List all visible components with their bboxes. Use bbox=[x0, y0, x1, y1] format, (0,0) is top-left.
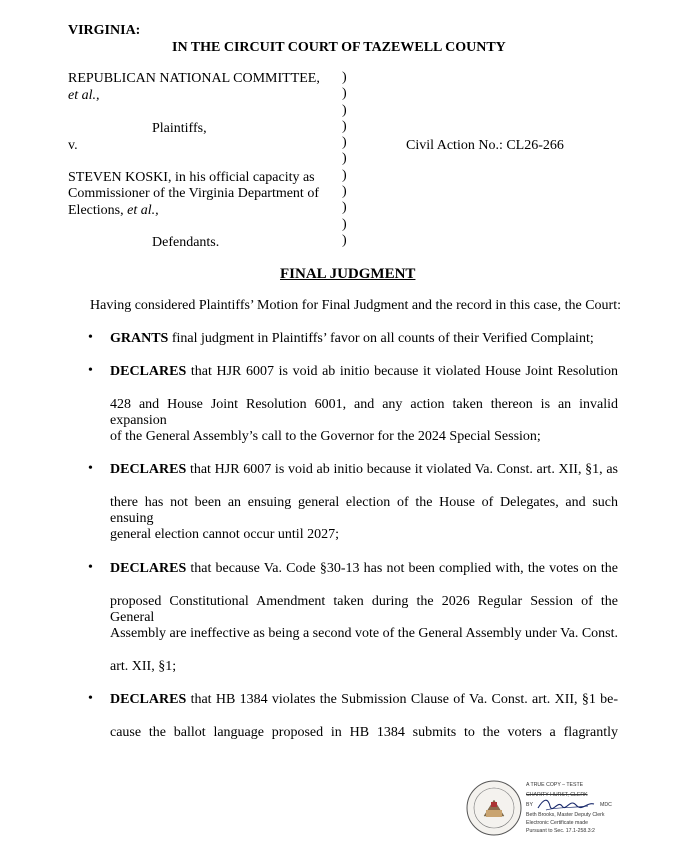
clerk-certification-stamp bbox=[466, 780, 620, 846]
caption-paren: ) bbox=[342, 102, 347, 118]
item-verb: DECLARES bbox=[110, 561, 187, 576]
defendants-label: Defendants. bbox=[152, 235, 220, 250]
caption-paren: ) bbox=[342, 70, 347, 85]
caption-paren: ) bbox=[342, 151, 347, 167]
caption-paren: ) bbox=[342, 135, 347, 151]
item-text: proposed Constitutional Amendment taken during the 2026 Regular Session of the General bbox=[110, 593, 618, 625]
item-line bbox=[110, 725, 618, 741]
item-verb: GRANTS bbox=[110, 331, 169, 346]
item-bullet: • bbox=[88, 330, 93, 345]
defendant-elections: Elections, bbox=[68, 203, 124, 218]
item-verb: DECLARES bbox=[110, 462, 187, 477]
county-seal-icon bbox=[466, 780, 522, 836]
stamp-line-1: A TRUE COPY – TESTE bbox=[526, 782, 584, 788]
caption-paren: ) bbox=[342, 86, 347, 102]
item-line bbox=[110, 331, 594, 347]
item-line bbox=[110, 561, 618, 577]
item-line bbox=[110, 594, 618, 626]
item-text: that HJR 6007 is void ab initio because it violated House Joint Resolution bbox=[190, 364, 618, 379]
caption-paren: ) bbox=[342, 118, 347, 134]
stamp-line-5: Electronic Certificate made bbox=[526, 820, 588, 826]
item-line bbox=[110, 495, 618, 527]
caption-paren: ) bbox=[342, 167, 347, 183]
defendant-line-2: Commissioner of the Virginia Department of bbox=[68, 186, 319, 201]
caption-parenthesis-column bbox=[342, 70, 347, 249]
item-text: that HB 1384 violates the Submission Clause of Va. Const. art. XII, §1 be- bbox=[190, 692, 619, 707]
item-line bbox=[110, 429, 541, 445]
item-line bbox=[110, 527, 339, 543]
versus-label: v. bbox=[68, 138, 78, 153]
item-bullet: • bbox=[88, 691, 93, 706]
plaintiffs-label: Plaintiffs, bbox=[152, 121, 207, 136]
state-heading: VIRGINIA: bbox=[68, 23, 141, 38]
item-bullet: • bbox=[88, 363, 93, 378]
item-bullet: • bbox=[88, 461, 93, 476]
item-bullet: • bbox=[88, 560, 93, 575]
caption-paren: ) bbox=[342, 216, 347, 232]
document-title: FINAL JUDGMENT bbox=[280, 266, 416, 282]
item-text: that because Va. Code §30-13 has not been complied with, the votes on the bbox=[190, 561, 619, 576]
item-text: general election cannot occur until 2027; bbox=[110, 527, 339, 543]
stamp-line-6: Pursuant to Sec. 17.1-258.3:2 bbox=[526, 828, 595, 834]
item-text: art. XII, §1; bbox=[110, 658, 177, 674]
caption-paren: ) bbox=[342, 200, 347, 216]
item-verb: DECLARES bbox=[110, 692, 187, 707]
item-text: 428 and House Joint Resolution 6001, and any action taken thereon is an invalid expansion bbox=[110, 396, 618, 428]
item-line bbox=[110, 626, 618, 642]
item-text: Assembly are ineffective as being a second vote of the General Assembly under Va. Const. bbox=[110, 626, 619, 642]
item-line bbox=[110, 397, 618, 429]
item-line bbox=[110, 462, 618, 478]
defendant-line-3 bbox=[68, 203, 159, 219]
defendant-et-al: et al., bbox=[127, 203, 159, 218]
caption-paren: ) bbox=[342, 184, 347, 200]
intro-paragraph: Having considered Plaintiffs’ Motion for Final Judgment and the record in this case, the Court: bbox=[90, 298, 621, 313]
civil-action-number: Civil Action No.: CL26-266 bbox=[406, 138, 564, 153]
stamp-initials: MDC bbox=[600, 802, 612, 808]
item-line bbox=[110, 364, 618, 380]
caption-paren: ) bbox=[342, 232, 347, 248]
court-heading: IN THE CIRCUIT COURT OF TAZEWELL COUNTY bbox=[172, 40, 506, 55]
stamp-line-3: BY bbox=[526, 802, 533, 808]
item-line bbox=[110, 692, 618, 708]
item-text: that HJR 6007 is void ab initio because it violated Va. Const. art. XII, §1, as bbox=[189, 462, 618, 477]
item-text: there has not been an ensuing general election of the House of Delegates, and such ensuing bbox=[110, 494, 618, 526]
plaintiff-name: REPUBLICAN NATIONAL COMMITTEE, bbox=[68, 71, 320, 86]
stamp-line-2: CHARITY HURST, CLERK bbox=[526, 792, 588, 798]
item-verb: DECLARES bbox=[110, 364, 187, 379]
item-line bbox=[110, 659, 176, 675]
item-text: final judgment in Plaintiffs’ favor on all counts of their Verified Complaint; bbox=[171, 331, 594, 346]
plaintiff-et-al: et al., bbox=[68, 88, 100, 103]
signature-icon bbox=[536, 796, 596, 812]
defendant-line-1: STEVEN KOSKI, in his official capacity as bbox=[68, 170, 315, 185]
item-text: of the General Assembly’s call to the Governor for the 2024 Special Session; bbox=[110, 429, 541, 445]
stamp-line-4: Beth Brooks, Master Deputy Clerk bbox=[526, 812, 605, 818]
item-text: cause the ballot language proposed in HB 1384 submits to the voters a flagrantly bbox=[110, 724, 618, 740]
